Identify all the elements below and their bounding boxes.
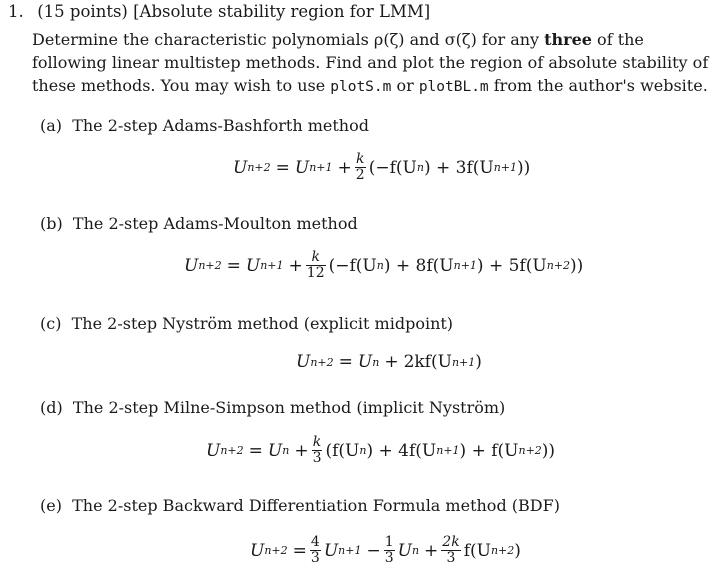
equation-part: 3: [446, 550, 456, 566]
method-label: (b): [40, 214, 63, 233]
equation-part: (−f(U: [328, 255, 377, 276]
equation-part: =: [248, 440, 263, 461]
method-label: (e): [40, 496, 62, 515]
equation-part: [384, 535, 395, 566]
problem-number: 1.: [8, 2, 24, 21]
equation-part: 1: [384, 534, 394, 550]
intro-line-1: [32, 28, 704, 51]
equation-part: ) + 8f(U: [383, 255, 454, 276]
equation-part: U: [323, 540, 339, 561]
problem-intro: [32, 28, 709, 99]
equation-part: +: [337, 157, 352, 178]
equation-part: n: [376, 259, 384, 272]
equation-part: )): [517, 157, 531, 178]
equation-part: =: [292, 540, 307, 561]
equation-part: n: [411, 544, 420, 557]
equation-part: n+1: [451, 355, 476, 369]
method-name: The 2-step Adams-Bashforth method: [72, 116, 369, 135]
equation-part: f(U: [463, 540, 491, 561]
equation-part: +: [294, 440, 309, 461]
equation-part: =: [338, 352, 353, 372]
code-plotS: plotS.m: [330, 79, 392, 95]
equation-part: U: [397, 540, 412, 561]
equation-part: n+2: [247, 161, 271, 174]
equation-part: n+2: [490, 544, 515, 557]
method-name: The 2-step Backward Differentiation Formula method (BDF): [72, 496, 560, 515]
code-plotBL: plotBL.m: [418, 79, 489, 95]
equation-part: +: [384, 352, 399, 372]
intro-bold: three: [544, 30, 592, 49]
equation-part: U: [357, 352, 373, 372]
equation-part: n+2: [264, 544, 288, 557]
equation-part: −: [366, 540, 381, 561]
equation-part: n+1: [493, 161, 518, 174]
equation-part: 2: [355, 167, 365, 183]
method-b-heading: [40, 214, 358, 233]
equation-part: =: [226, 255, 241, 276]
equation-part: k: [311, 249, 320, 265]
equation-part: n: [372, 355, 380, 369]
equation-part: n+2: [220, 444, 244, 457]
equation-part: U: [245, 255, 261, 276]
equation-part: n+2: [310, 355, 334, 369]
method-name: The 2-step Nyström method (explicit midpoint): [71, 314, 454, 333]
equation-e: [250, 535, 521, 566]
method-d-heading: [40, 398, 505, 417]
equation-part: ) + 4f(U: [366, 440, 437, 461]
equation-part: U: [296, 352, 311, 372]
equation-part: 3: [312, 450, 322, 466]
equation-part: [441, 535, 460, 566]
equation-part: 4: [310, 534, 320, 550]
intro-line-2: following linear multistep methods. Find and plot the region of absolute stability of: [32, 53, 709, 72]
equation-part: =: [275, 157, 290, 178]
equation-a: [233, 152, 530, 183]
equation-part: n+2: [518, 444, 542, 457]
intro-text: from the author's website.: [488, 76, 708, 95]
equation-part: [355, 152, 366, 183]
equation-part: U: [206, 440, 221, 461]
equation-part: k: [312, 434, 322, 450]
method-e-heading: [40, 496, 560, 515]
equation-part: n+1: [436, 444, 460, 457]
equation-part: [312, 435, 323, 466]
equation-part: n: [359, 444, 367, 457]
equation-part: U: [294, 157, 310, 178]
equation-part: )): [570, 255, 584, 276]
equation-part: ): [514, 540, 521, 561]
equation-part: ) + 5f(U: [476, 255, 547, 276]
equation-part: (−f(U: [368, 157, 417, 178]
equation-part: U: [184, 255, 199, 276]
method-name: The 2-step Milne-Simpson method (implicit Nyström): [72, 398, 506, 417]
method-label: (c): [40, 314, 62, 333]
equation-d: [206, 435, 555, 466]
method-c-heading: [40, 314, 453, 333]
equation-part: 2kf(U: [403, 352, 452, 372]
equation-c: [296, 352, 482, 372]
equation-part: n+1: [453, 259, 477, 272]
equation-part: [310, 535, 321, 566]
equation-part: ) + 3f(U: [423, 157, 494, 178]
equation-part: n+1: [338, 544, 362, 557]
equation-part: (f(U: [325, 440, 360, 461]
equation-part: 3: [384, 550, 394, 566]
equation-part: n+2: [198, 259, 222, 272]
method-name: The 2-step Adams-Moulton method: [72, 214, 358, 233]
equation-part: n: [416, 161, 424, 174]
equation-part: +: [288, 255, 303, 276]
equation-part: n: [282, 444, 290, 457]
equation-part: 12: [306, 265, 325, 281]
equation-part: )): [541, 440, 556, 461]
intro-text: Determine the characteristic polynomials ρ(ζ) and σ(ζ) for any: [32, 30, 545, 49]
equation-part: 3: [310, 550, 320, 566]
equation-part: U: [250, 540, 265, 561]
method-a-heading: [40, 116, 369, 135]
equation-part: U: [233, 157, 248, 178]
equation-part: k: [356, 151, 365, 167]
equation-part: n+2: [546, 259, 570, 272]
equation-part: U: [267, 440, 283, 461]
method-label: (d): [40, 398, 63, 417]
problem-title: [Absolute stability region for LMM]: [133, 2, 431, 21]
equation-part: n+1: [260, 259, 284, 272]
equation-part: ) + f(U: [459, 440, 519, 461]
method-label: (a): [40, 116, 63, 135]
equation-b: [184, 250, 583, 281]
equation-part: 2k: [442, 534, 460, 550]
intro-text: these methods. You may wish to use: [32, 76, 331, 95]
equation-part: +: [424, 540, 439, 561]
problem-points: (15 points): [37, 2, 128, 21]
intro-text: of the: [591, 30, 644, 49]
equation-part: ): [475, 352, 482, 372]
intro-line-3: [32, 74, 708, 99]
equation-part: [306, 250, 326, 281]
problem-heading: [8, 2, 430, 21]
equation-part: n+1: [309, 161, 333, 174]
intro-text: or: [391, 76, 419, 95]
